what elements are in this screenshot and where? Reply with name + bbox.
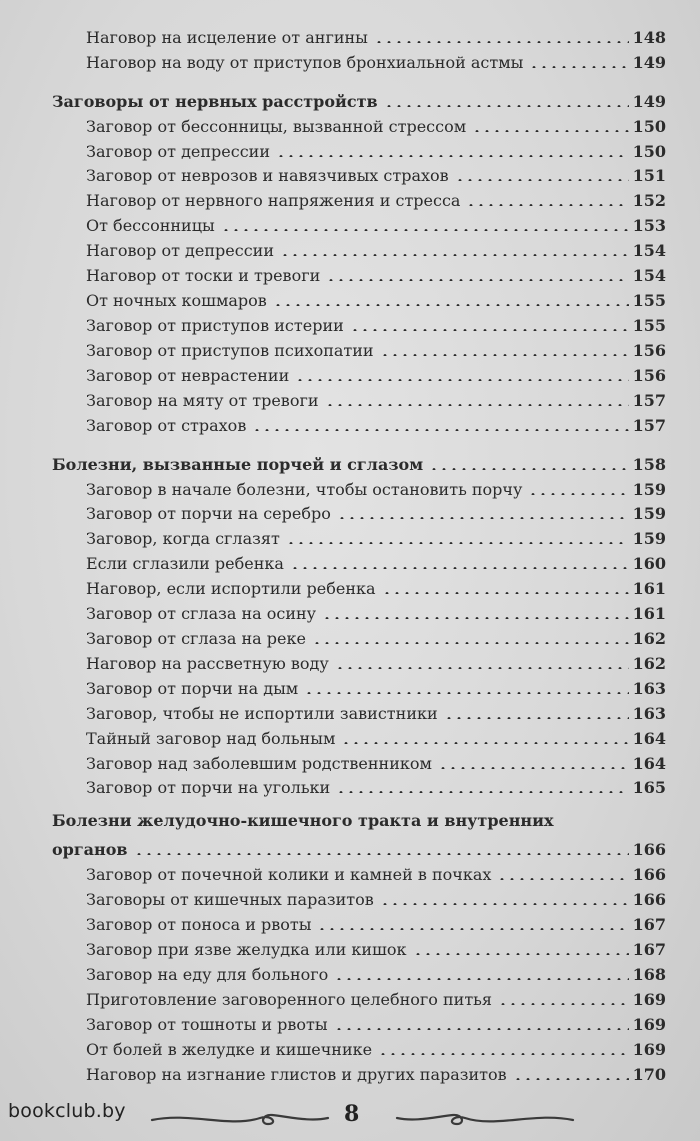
toc-entry xyxy=(86,936,666,960)
toc-entry-page: 164 xyxy=(632,754,666,773)
leader-dots xyxy=(325,404,629,406)
leader-dots xyxy=(317,928,628,930)
toc-entry-title: Наговор, если испортили ребенка xyxy=(86,579,376,598)
toc-entry xyxy=(86,525,666,549)
toc-entry-page: 163 xyxy=(632,704,666,723)
toc-entry-title: Заговор от поноса и рвоты xyxy=(86,915,312,934)
toc-section-page: 166 xyxy=(632,840,666,859)
toc-entry-page: 153 xyxy=(632,216,666,235)
toc-entry xyxy=(86,911,666,935)
toc-entry-page: 152 xyxy=(632,191,666,210)
watermark: bookclub.by xyxy=(8,1100,126,1122)
toc-entry-title: Заговор от приступов психопатии xyxy=(86,341,374,360)
toc-entry-title: Заговор от сглаза на осину xyxy=(86,604,317,623)
toc-entry xyxy=(86,387,666,411)
toc-entry-page: 156 xyxy=(632,366,666,385)
toc-entry xyxy=(86,362,666,386)
leader-dots xyxy=(350,329,629,331)
toc-entry-page: 164 xyxy=(632,729,666,748)
toc-entry-page: 155 xyxy=(632,291,666,310)
leader-dots xyxy=(378,1053,628,1055)
toc-entry-title: Наговор на исцеление от ангины xyxy=(86,28,368,47)
toc-entry xyxy=(86,700,666,724)
leader-dots xyxy=(280,254,629,256)
toc-entry-page: 163 xyxy=(632,679,666,698)
toc-entry xyxy=(86,476,666,500)
toc-entry-page: 166 xyxy=(632,865,666,884)
toc-entry-page: 161 xyxy=(632,604,666,623)
leader-dots xyxy=(273,304,629,306)
toc-entry-title: Заговор от порчи на серебро xyxy=(86,504,331,523)
leader-dots xyxy=(528,493,628,495)
toc-entry-title: Заговор в начале болезни, чтобы остановить порчу xyxy=(86,480,523,499)
toc-entry xyxy=(86,237,666,261)
toc-entry xyxy=(86,1036,666,1060)
leader-dots xyxy=(513,1078,629,1080)
toc-entry-title: Заговор от почечной колики и камней в почках xyxy=(86,865,492,884)
toc-entry-title: Наговор от нервного напряжения и стресса xyxy=(86,191,461,210)
toc-entry-title: Заговор над заболевшим родственником xyxy=(86,754,432,773)
leader-dots xyxy=(322,617,629,619)
toc-entry-title: Заговор от бессонницы, вызванной стрессом xyxy=(86,117,467,136)
leader-dots xyxy=(497,878,628,880)
leader-dots xyxy=(286,542,629,544)
toc-entry xyxy=(86,886,666,910)
leader-dots xyxy=(336,791,628,793)
toc-entry xyxy=(86,49,666,73)
toc-entry-page: 162 xyxy=(632,629,666,648)
leader-dots xyxy=(472,130,628,132)
toc-entry-title: Тайный заговор над больным xyxy=(86,729,336,748)
toc-entry xyxy=(86,337,666,361)
toc-entry-title: Наговор от тоски и тревоги xyxy=(86,266,321,285)
toc-entry-title: От болей в желудке и кишечнике xyxy=(86,1040,373,1059)
leader-dots xyxy=(380,903,629,905)
toc-entry xyxy=(86,961,666,985)
toc-entry-title: Наговор от депрессии xyxy=(86,241,274,260)
page-number: 8 xyxy=(344,1101,360,1127)
leader-dots xyxy=(221,229,629,231)
leader-dots xyxy=(312,642,629,644)
toc-entry-page: 169 xyxy=(632,1040,666,1059)
toc-entry-title: Приготовление заговоренного целебного питья xyxy=(86,990,492,1009)
toc-section-page: 149 xyxy=(632,92,666,111)
toc-entry xyxy=(86,550,666,574)
toc-entry xyxy=(86,162,666,186)
toc-entry-title: Заговоры от кишечных паразитов xyxy=(86,890,374,909)
toc-entry-title: Заговор на мяту от тревоги xyxy=(86,391,319,410)
toc-entry-page: 149 xyxy=(632,53,666,72)
leader-dots xyxy=(380,354,629,356)
toc-section xyxy=(52,836,666,860)
page-footer xyxy=(0,1098,700,1141)
toc-entry xyxy=(86,725,666,749)
toc-entry-title: Заговор от сглаза на реке xyxy=(86,629,306,648)
toc-entry xyxy=(86,1011,666,1035)
toc-entry-page: 169 xyxy=(632,990,666,1009)
toc-entry-page: 167 xyxy=(632,940,666,959)
toc-entry xyxy=(86,287,666,311)
left-flourish-ornament xyxy=(150,1106,330,1130)
toc-entry-page: 159 xyxy=(632,480,666,499)
toc-entry-title: Заговор от депрессии xyxy=(86,142,271,161)
toc-entry-title: Наговор на изгнание глистов и других паразитов xyxy=(86,1065,507,1084)
leader-dots xyxy=(429,468,628,470)
leader-dots xyxy=(382,592,629,594)
toc-entry xyxy=(86,774,666,798)
toc-section xyxy=(52,451,666,475)
toc-entry-page: 154 xyxy=(632,266,666,285)
toc-entry xyxy=(86,312,666,336)
toc-entry-page: 157 xyxy=(632,416,666,435)
toc-entry xyxy=(86,600,666,624)
toc-entry xyxy=(86,750,666,774)
toc-entry-page: 167 xyxy=(632,915,666,934)
toc-entry-page: 169 xyxy=(632,1015,666,1034)
leader-dots xyxy=(326,279,628,281)
toc-section-title: Болезни, вызванные порчей и сглазом xyxy=(52,455,424,474)
leader-dots xyxy=(455,179,629,181)
leader-dots xyxy=(334,978,628,980)
leader-dots xyxy=(337,517,629,519)
toc-entry-page: 150 xyxy=(632,117,666,136)
leader-dots xyxy=(134,853,629,855)
toc-entry-title: Заговор от страхов xyxy=(86,416,247,435)
toc-entry-page: 159 xyxy=(632,529,666,548)
leader-dots xyxy=(438,767,629,769)
toc-entry-title: Заговор, чтобы не испортили завистники xyxy=(86,704,438,723)
toc-entry-page: 156 xyxy=(632,341,666,360)
toc-entry xyxy=(86,113,666,137)
toc-entry-title: Заговор от неврастении xyxy=(86,366,290,385)
toc-entry xyxy=(86,187,666,211)
toc-entry xyxy=(86,412,666,436)
toc-entry xyxy=(86,861,666,885)
toc-entry-title: Заговор от неврозов и навязчивых страхов xyxy=(86,166,449,185)
toc-entry xyxy=(86,1061,666,1085)
toc-entry xyxy=(86,650,666,674)
toc-entry-page: 154 xyxy=(632,241,666,260)
leader-dots xyxy=(413,953,629,955)
toc-section-title: органов xyxy=(52,840,128,859)
toc-entry-title: Наговор на рассветную воду xyxy=(86,654,329,673)
leader-dots xyxy=(384,105,629,107)
toc-entry xyxy=(86,24,666,48)
leader-dots xyxy=(334,1028,629,1030)
leader-dots xyxy=(444,717,629,719)
toc-section xyxy=(52,88,666,112)
leader-dots xyxy=(290,567,629,569)
leader-dots xyxy=(252,429,628,431)
toc-entry xyxy=(86,500,666,524)
toc-entry-title: Если сглазили ребенка xyxy=(86,554,284,573)
toc-entry-title: Заговор от порчи на дым xyxy=(86,679,299,698)
toc-entry-title: Заговор, когда сглазят xyxy=(86,529,280,548)
toc-entry-title: Заговор при язве желудка или кишок xyxy=(86,940,407,959)
leader-dots xyxy=(295,379,628,381)
toc-entry-title: От ночных кошмаров xyxy=(86,291,267,310)
leader-dots xyxy=(498,1003,629,1005)
leader-dots xyxy=(341,742,628,744)
toc-entry-title: Заговор от приступов истерии xyxy=(86,316,344,335)
toc-entry-page: 168 xyxy=(632,965,666,984)
toc-entry-page: 165 xyxy=(632,778,666,797)
toc-entry-page: 166 xyxy=(632,890,666,909)
toc-entry-page: 162 xyxy=(632,654,666,673)
leader-dots xyxy=(466,204,628,206)
toc-entry-title: Заговор от порчи на угольки xyxy=(86,778,331,797)
toc-entry-title: Заговор от тошноты и рвоты xyxy=(86,1015,328,1034)
leader-dots xyxy=(374,41,629,43)
toc-entry-title: Заговор на еду для больного xyxy=(86,965,329,984)
toc-entry-page: 148 xyxy=(632,28,666,47)
leader-dots xyxy=(276,155,629,157)
toc-entry xyxy=(86,212,666,236)
toc-entry xyxy=(86,986,666,1010)
toc-entry-page: 160 xyxy=(632,554,666,573)
toc-entry xyxy=(86,675,666,699)
toc-entry-page: 159 xyxy=(632,504,666,523)
leader-dots xyxy=(335,667,629,669)
toc-section-title: Заговоры от нервных расстройств xyxy=(52,92,378,111)
toc-entry-page: 157 xyxy=(632,391,666,410)
toc-section-title-line1: Болезни желудочно-кишечного тракта и внутренних xyxy=(52,811,554,830)
toc-entry xyxy=(86,625,666,649)
toc-entry-page: 150 xyxy=(632,142,666,161)
toc-entry-title: От бессонницы xyxy=(86,216,215,235)
toc-entry-page: 151 xyxy=(632,166,666,185)
toc-entry-page: 155 xyxy=(632,316,666,335)
toc-entry-title: Наговор на воду от приступов бронхиальной астмы xyxy=(86,53,524,72)
leader-dots xyxy=(304,692,628,694)
toc-entry-page: 161 xyxy=(632,579,666,598)
leader-dots xyxy=(529,66,628,68)
toc-entry xyxy=(86,138,666,162)
toc-entry-page: 170 xyxy=(632,1065,666,1084)
toc-entry xyxy=(86,575,666,599)
toc-entry xyxy=(86,262,666,286)
right-flourish-ornament xyxy=(395,1106,575,1130)
toc-section-page: 158 xyxy=(632,455,666,474)
